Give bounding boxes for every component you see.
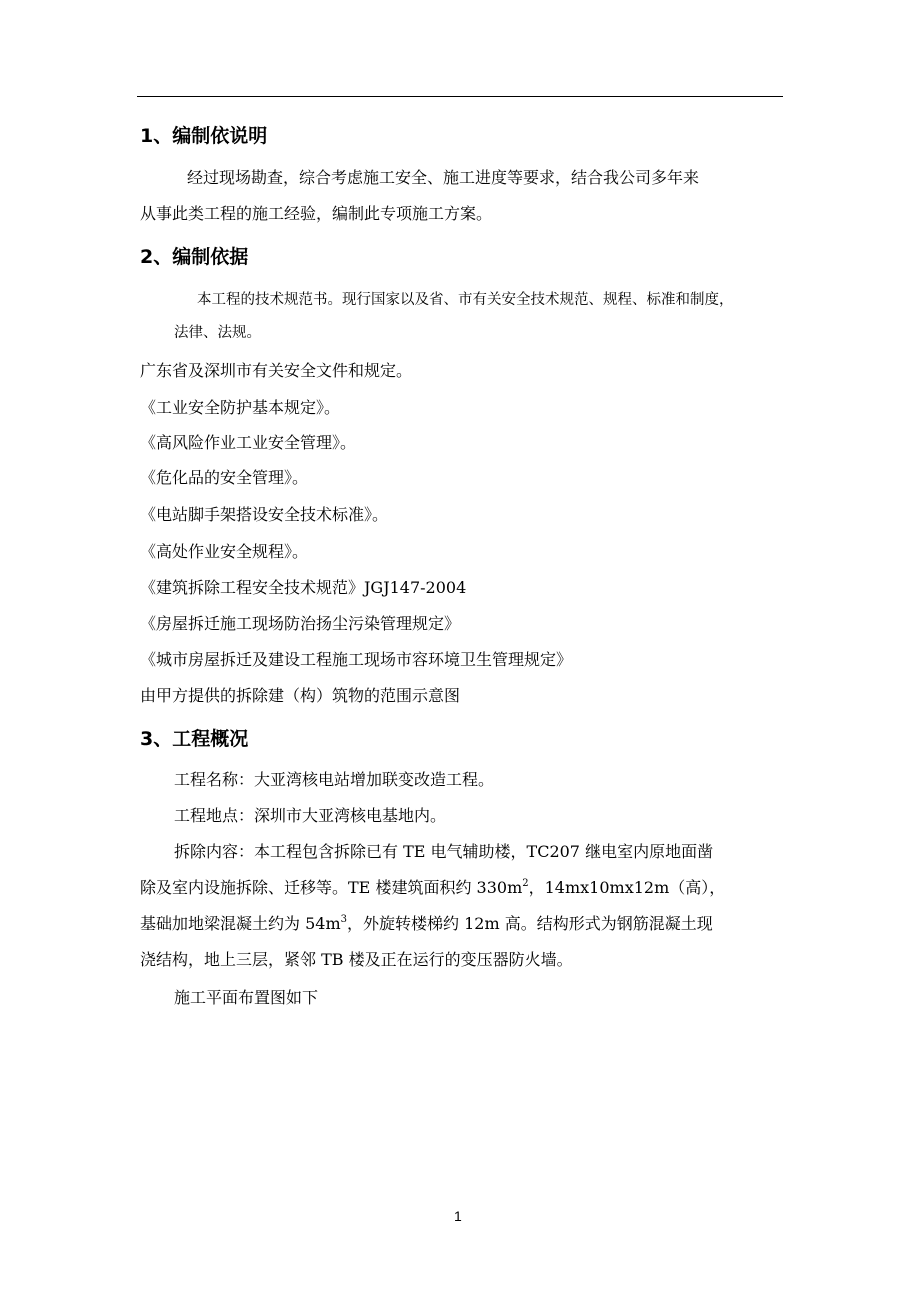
section-3-heading: 3、工程概况: [140, 728, 249, 750]
section-2-heading: 2、编制依据: [140, 246, 249, 268]
reference-item: 《建筑拆除工程安全技术规范》JGJ147-2004: [140, 578, 467, 597]
demolition-content-line-4: 浇结构，地上三层，紧邻 TB 楼及正在运行的变压器防火墙。: [140, 950, 573, 969]
reference-item: 《城市房屋拆迁及建设工程施工现场市容环境卫生管理规定》: [140, 650, 573, 669]
reference-item: 《房屋拆迁施工现场防治扬尘污染管理规定》: [140, 614, 461, 633]
reference-item: 广东省及深圳市有关安全文件和规定。: [140, 361, 413, 380]
reference-item: 《工业安全防护基本规定》。: [140, 398, 341, 417]
demolition-content-line-2: 除及室内设施拆除、迁移等。TE 楼建筑面积约 $330m^2$，14mx10mx12m（高），: [140, 877, 726, 897]
site-layout-caption: 施工平面布置图如下: [174, 988, 319, 1007]
project-location-line: 工程地点：深圳市大亚湾核电基地内。: [174, 806, 447, 825]
section-1-para-line-2: 从事此类工程的施工经验，编制此专项施工方案。: [140, 204, 493, 223]
reference-item: 《电站脚手架搭设安全技术标准》。: [140, 505, 389, 524]
demolition-content-line-3: 基础加地梁混凝土约为 $54m^3$，外旋转楼梯约 12m 高。结构形式为钢筋混凝土现: [140, 913, 713, 933]
section-2-intro-line-1: 本工程的技术规范书。现行国家以及省、市有关安全技术规范、规程、标准和制度，: [197, 292, 734, 308]
section-1-heading: 1、编制依说明: [140, 125, 268, 147]
reference-item: 由甲方提供的拆除建（构）筑物的范围示意图: [140, 686, 461, 705]
header-rule: [137, 96, 783, 97]
section-2-intro-line-2: 法律、法规。: [174, 325, 261, 341]
reference-item: 《危化品的安全管理》。: [140, 468, 309, 487]
demolition-content-line-1: 拆除内容：本工程包含拆除已有 TE 电气辅助楼，TC207 继电室内原地面凿: [174, 842, 714, 861]
reference-item: 《高处作业安全规程》。: [140, 542, 309, 561]
section-1-para-line-1: 经过现场勘查，综合考虑施工安全、施工进度等要求，结合我公司多年来: [187, 168, 700, 187]
project-name-line: 工程名称：大亚湾核电站增加联变改造工程。: [174, 770, 495, 789]
reference-item: 《高风险作业工业安全管理》。: [140, 433, 357, 452]
page-number: 1: [454, 1208, 462, 1224]
